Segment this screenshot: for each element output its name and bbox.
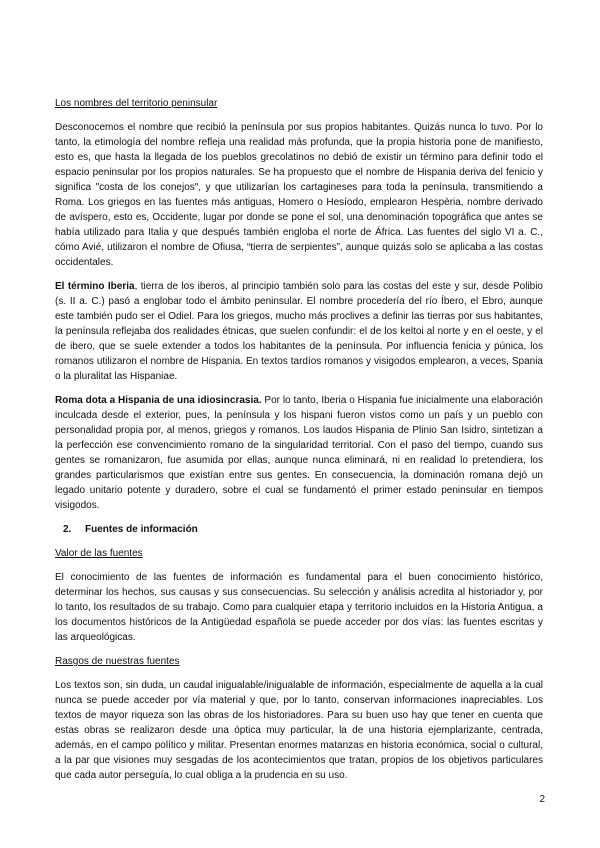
subheading-rasgos-fuentes: Rasgos de nuestras fuentes (55, 656, 180, 667)
section-title-fuentes (63, 522, 543, 537)
section-heading-territory-names: Los nombres del territorio peninsular (55, 98, 218, 109)
bold-term-iberia: El término Iberia (55, 281, 135, 292)
page-content (55, 96, 543, 783)
paragraph-name-origins: Desconocemos el nombre que recibió la península por sus propios habitantes. Quizás nunca lo tuvo. Por lo tanto, la etimología del nombre refleja una realidad más profunda, que la propia historia pone de manifiesto, esto es, que hasta la llegada de los pueblos grecolatinos no debió de existir un término para definir todo el espacio peninsular por los propios naturales. Se ha propuesto que el nombre de Hispania deriva del fenicio y significa "costa de los conejos", y que utilizarían los cartagineses para toda la península, transmitiendo a Roma. Los griegos en las fuentes más antiguas, Homero o Hesíodo, emplearon Hespèria, nombre derivado de avíspero, esto es, Occidente, lugar por donde se pone el sol, una denominación topográfica que antes se había utilizado para Italia y que después también engloba el norte de África. Las fuentes del siglo VI a. C., cómo Avié, utilizaron el nombre de Ofiusa, “tierra de serpientes”, aunque quizás solo se aplicaba a las costas occidentales. (55, 122, 543, 268)
section-number: 2. (63, 524, 72, 535)
paragraph-rasgos-fuentes: Los textos son, sin duda, un caudal inigualable/inigualable de información, especialmente de aquella a la cual nunca se puede acceder por vía material y que, por lo tanto, conservan informaciones inapreciables. Los textos de mayor riqueza son las obras de los historiadores. Para su buen uso hay que tener en cuenta que estas obras se realizaron desde una óptica muy particular, la de una historia ejemplarizante, centrada, además, en el campo político y militar. Presentan enormes matanzas en historia económica, social o cultural, a la par que visiones muy sesgadas de los acontecimientos que tratan, propios de los objetivos particulares que cada autor perseguía, lo cual obliga a la prudencia en su uso. (55, 680, 543, 781)
section-title-text: Fuentes de información (85, 524, 198, 535)
paragraph-iberia (55, 279, 543, 384)
paragraph-roma (55, 393, 543, 513)
paragraph-iberia-text: , tierra de los iberos, al principio también solo para las costas del este y sur, desde Polibio (s. II a. C.) pasó a englobar todo el ámbito peninsular. El nombre procedería del río Íbero, el Ebro, aunque este también pudo ser el Odiel. Para los griegos, mucho más proclives a definir las tierras por sus habitantes, la península reflejaba dos realidades étnicas, que suelen confundir: el de los keltoi al norte y en el oeste, y el de ibero, que se suele extender a todos los habitantes de la península. Por influencia fenicia y púnica, los romanos utilizaron el nombre de Hispania. En textos tardíos romanos y visigodos emplearon, a veces, Spania o la pluralitat las Hispaniae. (55, 281, 543, 382)
paragraph-valor-fuentes: El conocimiento de las fuentes de información es fundamental para el buen conocimiento histórico, determinar los hechos, sus causas y sus consecuencias. Su selección y análisis acredita al historiador y, por lo tanto, los resultados de su trabajo. Como para cualquier etapa y territorio incluidos en la Historia Antigua, a los documentos históricos de la Antigüedad española se puede acceder por dos vías: las fuentes escritas y las arqueológicas. (55, 572, 543, 643)
page-number: 2 (539, 794, 545, 805)
subheading-valor-fuentes: Valor de las fuentes (55, 548, 143, 559)
bold-roma-idiosincrasia: Roma dota a Hispania de una idiosincrasia. (55, 395, 262, 406)
paragraph-roma-text: Por lo tanto, Iberia o Hispania fue inicialmente una elaboración inculcada desde el exterior, pues, la península y los hispani fueron vistos como un país y un pueblo con personalidad propia por, al menos, griegos y romanos. Los laudos Hispania de Plinio San Isidro, sintetizan a la perfección ese convencimiento romano de la singularidad territorial. Con el paso del tiempo, cuando sus gentes se romanizaron, fue asumida por ellas, aunque nunca eliminará, ni en realidad lo pretendiera, los grandes particularismos que existían entre sus gentes. En consecuencia, la dominación romana dejó un legado unitario potente y duradero, sobre el cual se fundamentó el primer estado peninsular en tiempos visigodos. (55, 395, 543, 511)
